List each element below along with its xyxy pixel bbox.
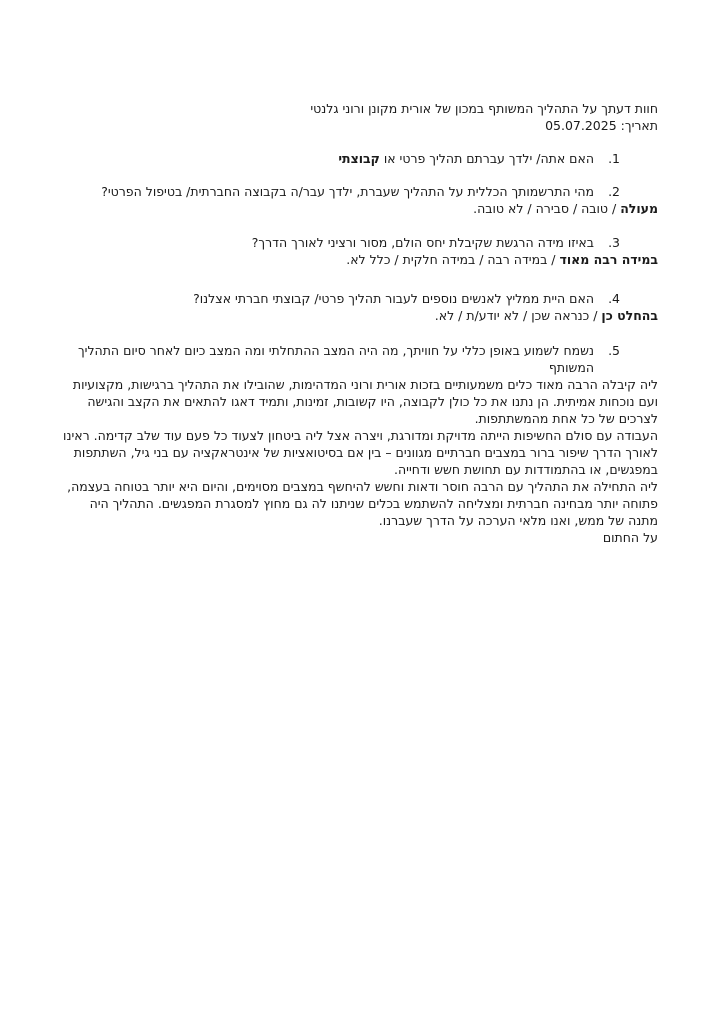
- question-1-plain: האם אתה/ ילדך עברתם תהליך פרטי או: [379, 151, 594, 166]
- answer-line-3: [62, 251, 658, 268]
- question-text-2: מהי התרשמותך הכללית על התהליך שעברת, ילדך עבר/ה בקבוצה החברתית/ בטיפול הפרטי?: [101, 184, 594, 199]
- question-1-bold: קבוצתי: [338, 151, 380, 166]
- question-item-5: [62, 342, 658, 376]
- answer-2-options: / טובה / סבירה / לא טובה.: [473, 201, 621, 216]
- question-number-5: 5.: [608, 343, 620, 358]
- question-text-1: [62, 150, 594, 167]
- question-item-3: [62, 234, 658, 251]
- answer-2-selected: מעולה: [620, 201, 658, 216]
- document-title: חוות דעתך על התהליך המשותף במכון של אורית מקונן ורוני גלנטי: [310, 101, 658, 116]
- answer-4-selected: בהחלט כן: [601, 308, 658, 323]
- signature-line: על החתום: [602, 530, 658, 545]
- feedback-paragraph-2: העבודה עם סולם החשיפות הייתה מדויקת ומדורגת, ויצרה אצל ליה ביטחון לצעוד כל פעם עוד שלב קדימה. ראינו לאורך הדרך שיפור ברור במצבים חברתיים מגוונים – בין אם בסיטואציות של אינטראקציה עם בני גיל, השתתפות במפגשים, או בהתמודדות עם תחושת חשש ודחייה.: [63, 428, 658, 477]
- question-text-5: נשמח לשמוע באופן כללי על חוויתך, מה היה המצב ההתחלתי ומה המצב כיום לאחר סיום התהליך המשותף: [77, 343, 594, 375]
- answer-3-options: / במידה רבה / במידה חלקית / כלל לא.: [346, 252, 560, 267]
- answer-line-4: [62, 307, 658, 324]
- question-item-1: [62, 150, 658, 167]
- answer-3-selected: במידה רבה מאוד: [559, 252, 658, 267]
- question-text-4: האם היית ממליץ לאנשים נוספים לעבור תהליך פרטי/ קבוצתי חברתי אצלנו?: [193, 291, 594, 306]
- date-line: תאריך: 05.07.2025: [545, 118, 658, 133]
- answer-line-2: [62, 200, 658, 217]
- question-number-1: 1.: [608, 151, 620, 166]
- answer-4-options: / כנראה שכן / לא יודע/ת / לא.: [434, 308, 602, 323]
- document-content: [62, 100, 658, 546]
- question-number-3: 3.: [608, 235, 620, 250]
- question-number-4: 4.: [608, 291, 620, 306]
- question-item-2: [62, 183, 658, 200]
- question-item-4: [62, 290, 658, 307]
- feedback-paragraph-3: ליה התחילה את התהליך עם הרבה חוסר ודאות וחשש להיחשף במצבים מסוימים, והיום היא יותר בטוחה בעצמה, פתוחה יותר מבחינה חברתית ומצליחה להשתמש בכלים שניתנו לה גם מחוץ למסגרת המפגשים. התהליך היה מתנה של ממש, ואנו מלאי הערכה על הדרך שעברנו.: [67, 479, 658, 528]
- feedback-paragraph-1: ליה קיבלה הרבה מאוד כלים משמעותיים בזכות אורית ורוני המדהימות, שהובילו את התהליך ברגישות, מקצועיות ועם נוכחות אמיתית. הן נתנו את כל כולן לקבוצה, היו קשובות, זמינות, ותמיד דאגו להתאים את הקצב והגישה לצרכים של כל אחת מהמשתתפות.: [72, 377, 658, 426]
- question-number-2: 2.: [608, 184, 620, 199]
- question-text-3: באיזו מידה הרגשת שקיבלת יחס הולם, מסור ורציני לאורך הדרך?: [251, 235, 594, 250]
